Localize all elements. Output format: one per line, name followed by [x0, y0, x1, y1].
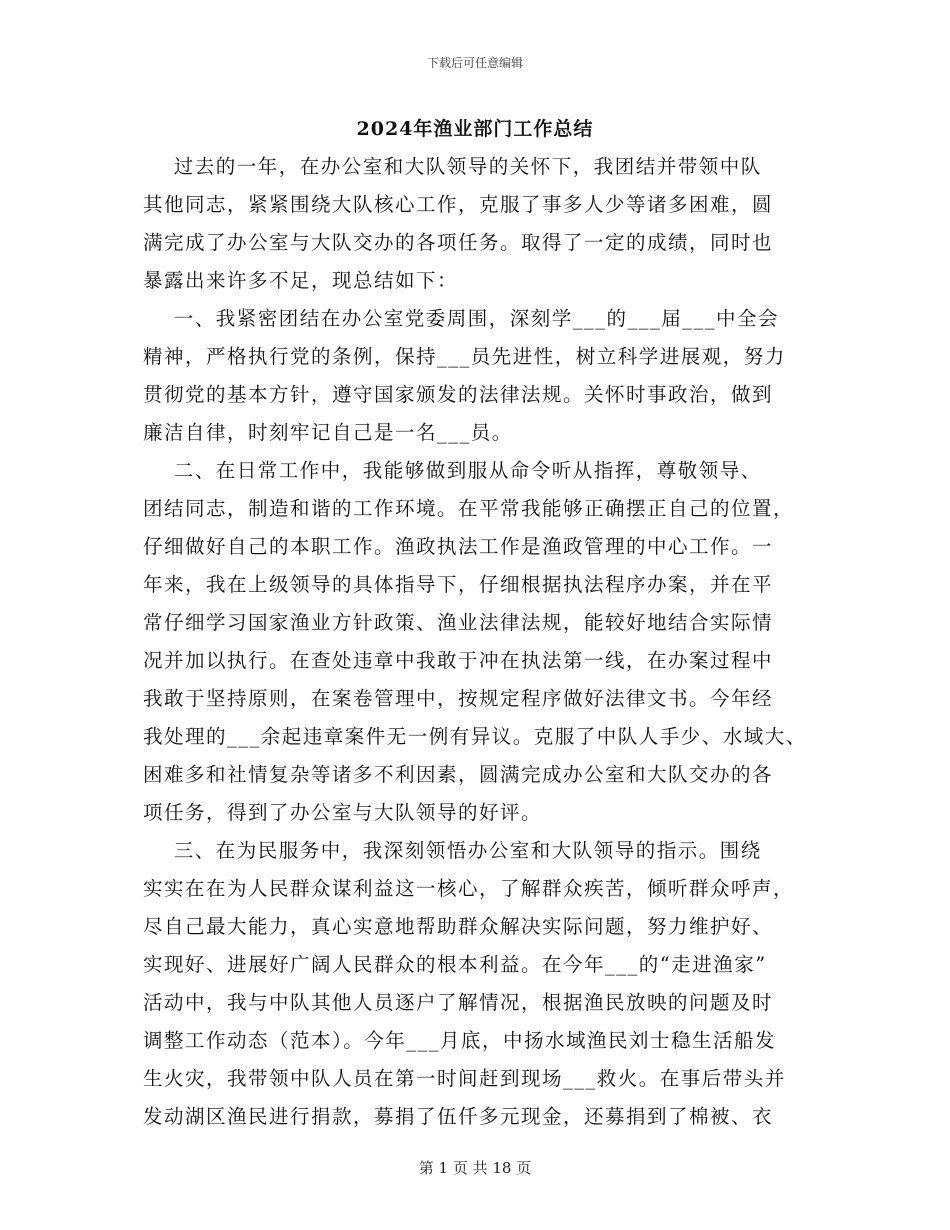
body-line: 年来，我在上级领导的具体指导下，仔细根据执法程序办案，并在平: [143, 573, 774, 596]
body-line: 我处理的___余起违章案件无一例有异议。克服了中队人手少、水域大、: [143, 725, 807, 748]
body-line: 廉洁自律，时刻牢记自己是一名___员。: [143, 421, 513, 444]
body-line: 贯彻党的基本方针，遵守国家颁发的法律法规。关怀时事政治，做到: [143, 383, 774, 406]
body-line: 活动中，我与中队其他人员逐户了解情况，根据渔民放映的问题及时: [143, 991, 774, 1014]
body-line: 发动湖区渔民进行捐款，募捐了伍仟多元现金，还募捐到了棉被、衣: [143, 1105, 774, 1128]
header-note: 下载后可任意编辑: [426, 56, 523, 70]
document-title: 2024年渔业部门工作总结: [356, 118, 594, 140]
body-line: 生火灾，我带领中队人员在第一时间赶到现场___救火。在事后带头并: [143, 1067, 786, 1090]
body-line: 过去的一年，在办公室和大队领导的关怀下，我团结并带领中队: [143, 155, 762, 178]
body-line: 况并加以执行。在查处违章中我敢于冲在执法第一线，在办案过程中: [143, 649, 774, 672]
page-number: 第 1 页 共 18 页: [418, 1159, 532, 1177]
body-line: 其他同志，紧紧围绕大队核心工作，克服了事多人少等诸多困难，圆: [143, 193, 774, 216]
body-line: 实实在在为人民群众谋利益这一核心，了解群众疾苦，倾听群众呼声，: [143, 877, 795, 900]
body-line: 调整工作动态（范本）。今年___月底，中扬水域渔民刘士稳生活船发: [143, 1029, 777, 1052]
body-line: 困难多和社情复杂等诸多不利因素，圆满完成办公室和大队交办的各: [143, 763, 774, 786]
body-line: 满完成了办公室与大队交办的各项任务。取得了一定的成绩，同时也: [143, 231, 774, 254]
body-line: 尽自己最大能力，真心实意地帮助群众解决实际问题，努力维护好、: [143, 915, 774, 938]
body-line: 二、在日常工作中，我能够做到服从命令听从指挥，尊敬领导、: [143, 459, 762, 482]
body-line: 常仔细学习国家渔业方针政策、渔业法律法规，能较好地结合实际情: [143, 611, 774, 634]
body-line: 一、我紧密团结在办公室党委周围，深刻学___的___届___中全会: [143, 307, 780, 330]
body-line: 团结同志，制造和谐的工作环境。在平常我能够正确摆正自己的位置，: [143, 497, 795, 520]
body-line: 实现好、进展好广阔人民群众的根本利益。在今年___的“走进渔家”: [143, 953, 767, 976]
body-line: 仔细做好自己的本职工作。渔政执法工作是渔政管理的中心工作。一: [143, 535, 774, 558]
body-line: 项任务，得到了办公室与大队领导的好评。: [143, 801, 543, 824]
body-line: 我敢于坚持原则，在案卷管理中，按规定程序做好法律文书。今年经: [143, 687, 774, 710]
body-line: 三、在为民服务中，我深刻领悟办公室和大队领导的指示。围绕: [143, 839, 762, 862]
document-body: [143, 148, 823, 1136]
body-line: 精神，严格执行党的条例，保持___员先进性，树立科学进展观，努力: [143, 345, 786, 368]
body-line: 暴露出来许多不足，现总结如下：: [143, 269, 459, 292]
